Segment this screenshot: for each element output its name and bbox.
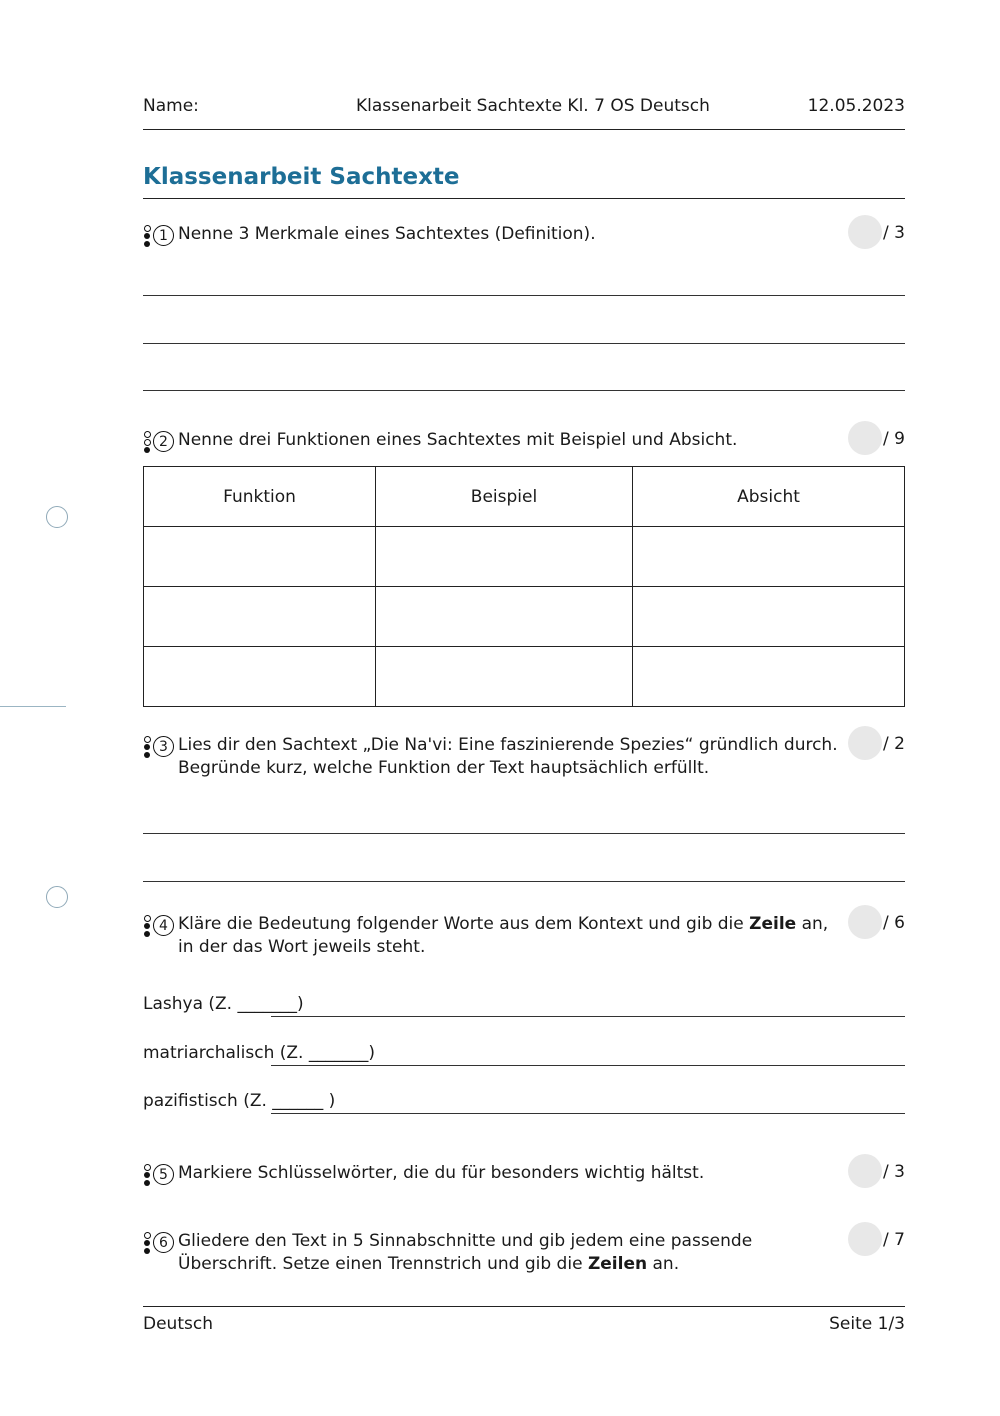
answer-line[interactable] bbox=[143, 881, 905, 882]
score-box[interactable] bbox=[845, 734, 905, 768]
question-number: 2 bbox=[153, 431, 174, 452]
table-cell[interactable] bbox=[376, 527, 633, 587]
question-4 bbox=[143, 913, 905, 963]
question-text bbox=[178, 913, 848, 959]
question-text: Lies dir den Sachtext „Die Na'vi: Eine faszinierende Spezies“ gründlich durch. Begründe kurz, welche Funktion der Text hauptsächlich erfüllt. bbox=[178, 735, 838, 778]
answer-line[interactable] bbox=[271, 1113, 905, 1114]
score-box[interactable] bbox=[845, 1162, 905, 1196]
max-points: / 3 bbox=[883, 223, 905, 243]
table-row bbox=[144, 587, 905, 647]
table-cell[interactable] bbox=[633, 527, 905, 587]
question-text-part: Kläre die Bedeutung folgender Worte aus dem Kontext und gib die bbox=[178, 914, 750, 934]
question-text-bold: Zeile bbox=[749, 914, 797, 934]
score-circle[interactable] bbox=[848, 905, 882, 939]
difficulty-dots-icon bbox=[143, 225, 153, 251]
table-cell[interactable] bbox=[144, 587, 376, 647]
header-divider bbox=[143, 129, 905, 130]
max-points: / 3 bbox=[883, 1162, 905, 1182]
punch-hole-bottom bbox=[46, 886, 68, 908]
table-cell[interactable] bbox=[633, 587, 905, 647]
table-header-beispiel: Beispiel bbox=[376, 467, 633, 527]
difficulty-dots-icon bbox=[143, 736, 153, 762]
title-divider bbox=[143, 198, 905, 199]
score-box[interactable] bbox=[845, 429, 905, 463]
question-number: 5 bbox=[153, 1164, 174, 1185]
question-number: 4 bbox=[153, 915, 174, 936]
answer-line[interactable] bbox=[271, 1016, 905, 1017]
difficulty-dots-icon bbox=[143, 1164, 153, 1190]
score-box[interactable] bbox=[845, 223, 905, 257]
vocab-row-pazifistisch[interactable] bbox=[143, 1091, 905, 1115]
difficulty-dots-icon bbox=[143, 431, 153, 457]
answer-line[interactable] bbox=[271, 1065, 905, 1066]
question-number: 6 bbox=[153, 1232, 174, 1253]
header-date: 12.05.2023 bbox=[807, 96, 905, 116]
question-text-part: Gliedere den Text in 5 Sinnabschnitte und gib jedem eine passende Überschrift. Setze einen Trennstrich und gib die bbox=[178, 1231, 753, 1274]
question-2 bbox=[143, 429, 905, 459]
table-cell[interactable] bbox=[144, 647, 376, 707]
question-number: 1 bbox=[153, 225, 174, 246]
table-cell[interactable] bbox=[633, 647, 905, 707]
header-subject-line: Klassenarbeit Sachtexte Kl. 7 OS Deutsch bbox=[356, 96, 710, 116]
max-points: / 9 bbox=[883, 429, 905, 449]
footer-subject: Deutsch bbox=[143, 1314, 213, 1334]
answer-line[interactable] bbox=[143, 295, 905, 296]
table-cell[interactable] bbox=[376, 647, 633, 707]
max-points: / 7 bbox=[883, 1230, 905, 1250]
functions-table bbox=[143, 466, 905, 707]
max-points: / 2 bbox=[883, 734, 905, 754]
table-cell[interactable] bbox=[376, 587, 633, 647]
score-circle[interactable] bbox=[848, 1222, 882, 1256]
vocab-row-matriarchalisch[interactable] bbox=[143, 1043, 905, 1067]
table-cell[interactable] bbox=[144, 527, 376, 587]
header-name-label: Name: bbox=[143, 96, 199, 116]
vocab-label: Lashya (Z. _______) bbox=[143, 994, 304, 1014]
table-row bbox=[144, 527, 905, 587]
question-text bbox=[178, 1230, 848, 1276]
footer-divider bbox=[143, 1306, 905, 1307]
score-box[interactable] bbox=[845, 913, 905, 947]
vocab-label: pazifistisch (Z. ______ ) bbox=[143, 1091, 336, 1111]
answer-line[interactable] bbox=[143, 390, 905, 391]
difficulty-dots-icon bbox=[143, 1232, 153, 1258]
question-text: Markiere Schlüsselwörter, die du für besonders wichtig hältst. bbox=[178, 1163, 705, 1183]
difficulty-dots-icon bbox=[143, 915, 153, 941]
vocab-row-lashya[interactable] bbox=[143, 994, 905, 1018]
answer-line[interactable] bbox=[143, 833, 905, 834]
question-text-part: an, in der das Wort jeweils steht. bbox=[178, 914, 829, 957]
score-circle[interactable] bbox=[848, 215, 882, 249]
score-box[interactable] bbox=[845, 1230, 905, 1264]
question-3 bbox=[143, 734, 905, 784]
page-number: Seite 1/3 bbox=[829, 1314, 905, 1334]
score-circle[interactable] bbox=[848, 1154, 882, 1188]
table-row bbox=[144, 647, 905, 707]
max-points: / 6 bbox=[883, 913, 905, 933]
table-header-absicht: Absicht bbox=[633, 467, 905, 527]
question-text-bold: Zeilen bbox=[587, 1254, 648, 1274]
score-circle[interactable] bbox=[848, 726, 882, 760]
question-6 bbox=[143, 1230, 905, 1280]
question-text-part: an. bbox=[647, 1254, 680, 1274]
answer-line[interactable] bbox=[143, 343, 905, 344]
fold-mark bbox=[0, 706, 66, 707]
question-text: Nenne drei Funktionen eines Sachtextes mit Beispiel und Absicht. bbox=[178, 430, 738, 450]
question-number: 3 bbox=[153, 736, 174, 757]
question-5 bbox=[143, 1162, 905, 1192]
question-1 bbox=[143, 223, 905, 253]
vocab-label: matriarchalisch (Z. _______) bbox=[143, 1043, 375, 1063]
page-title: Klassenarbeit Sachtexte bbox=[143, 164, 460, 190]
table-header-funktion: Funktion bbox=[144, 467, 376, 527]
punch-hole-top bbox=[46, 506, 68, 528]
score-circle[interactable] bbox=[848, 421, 882, 455]
question-text: Nenne 3 Merkmale eines Sachtextes (Definition). bbox=[178, 224, 596, 244]
